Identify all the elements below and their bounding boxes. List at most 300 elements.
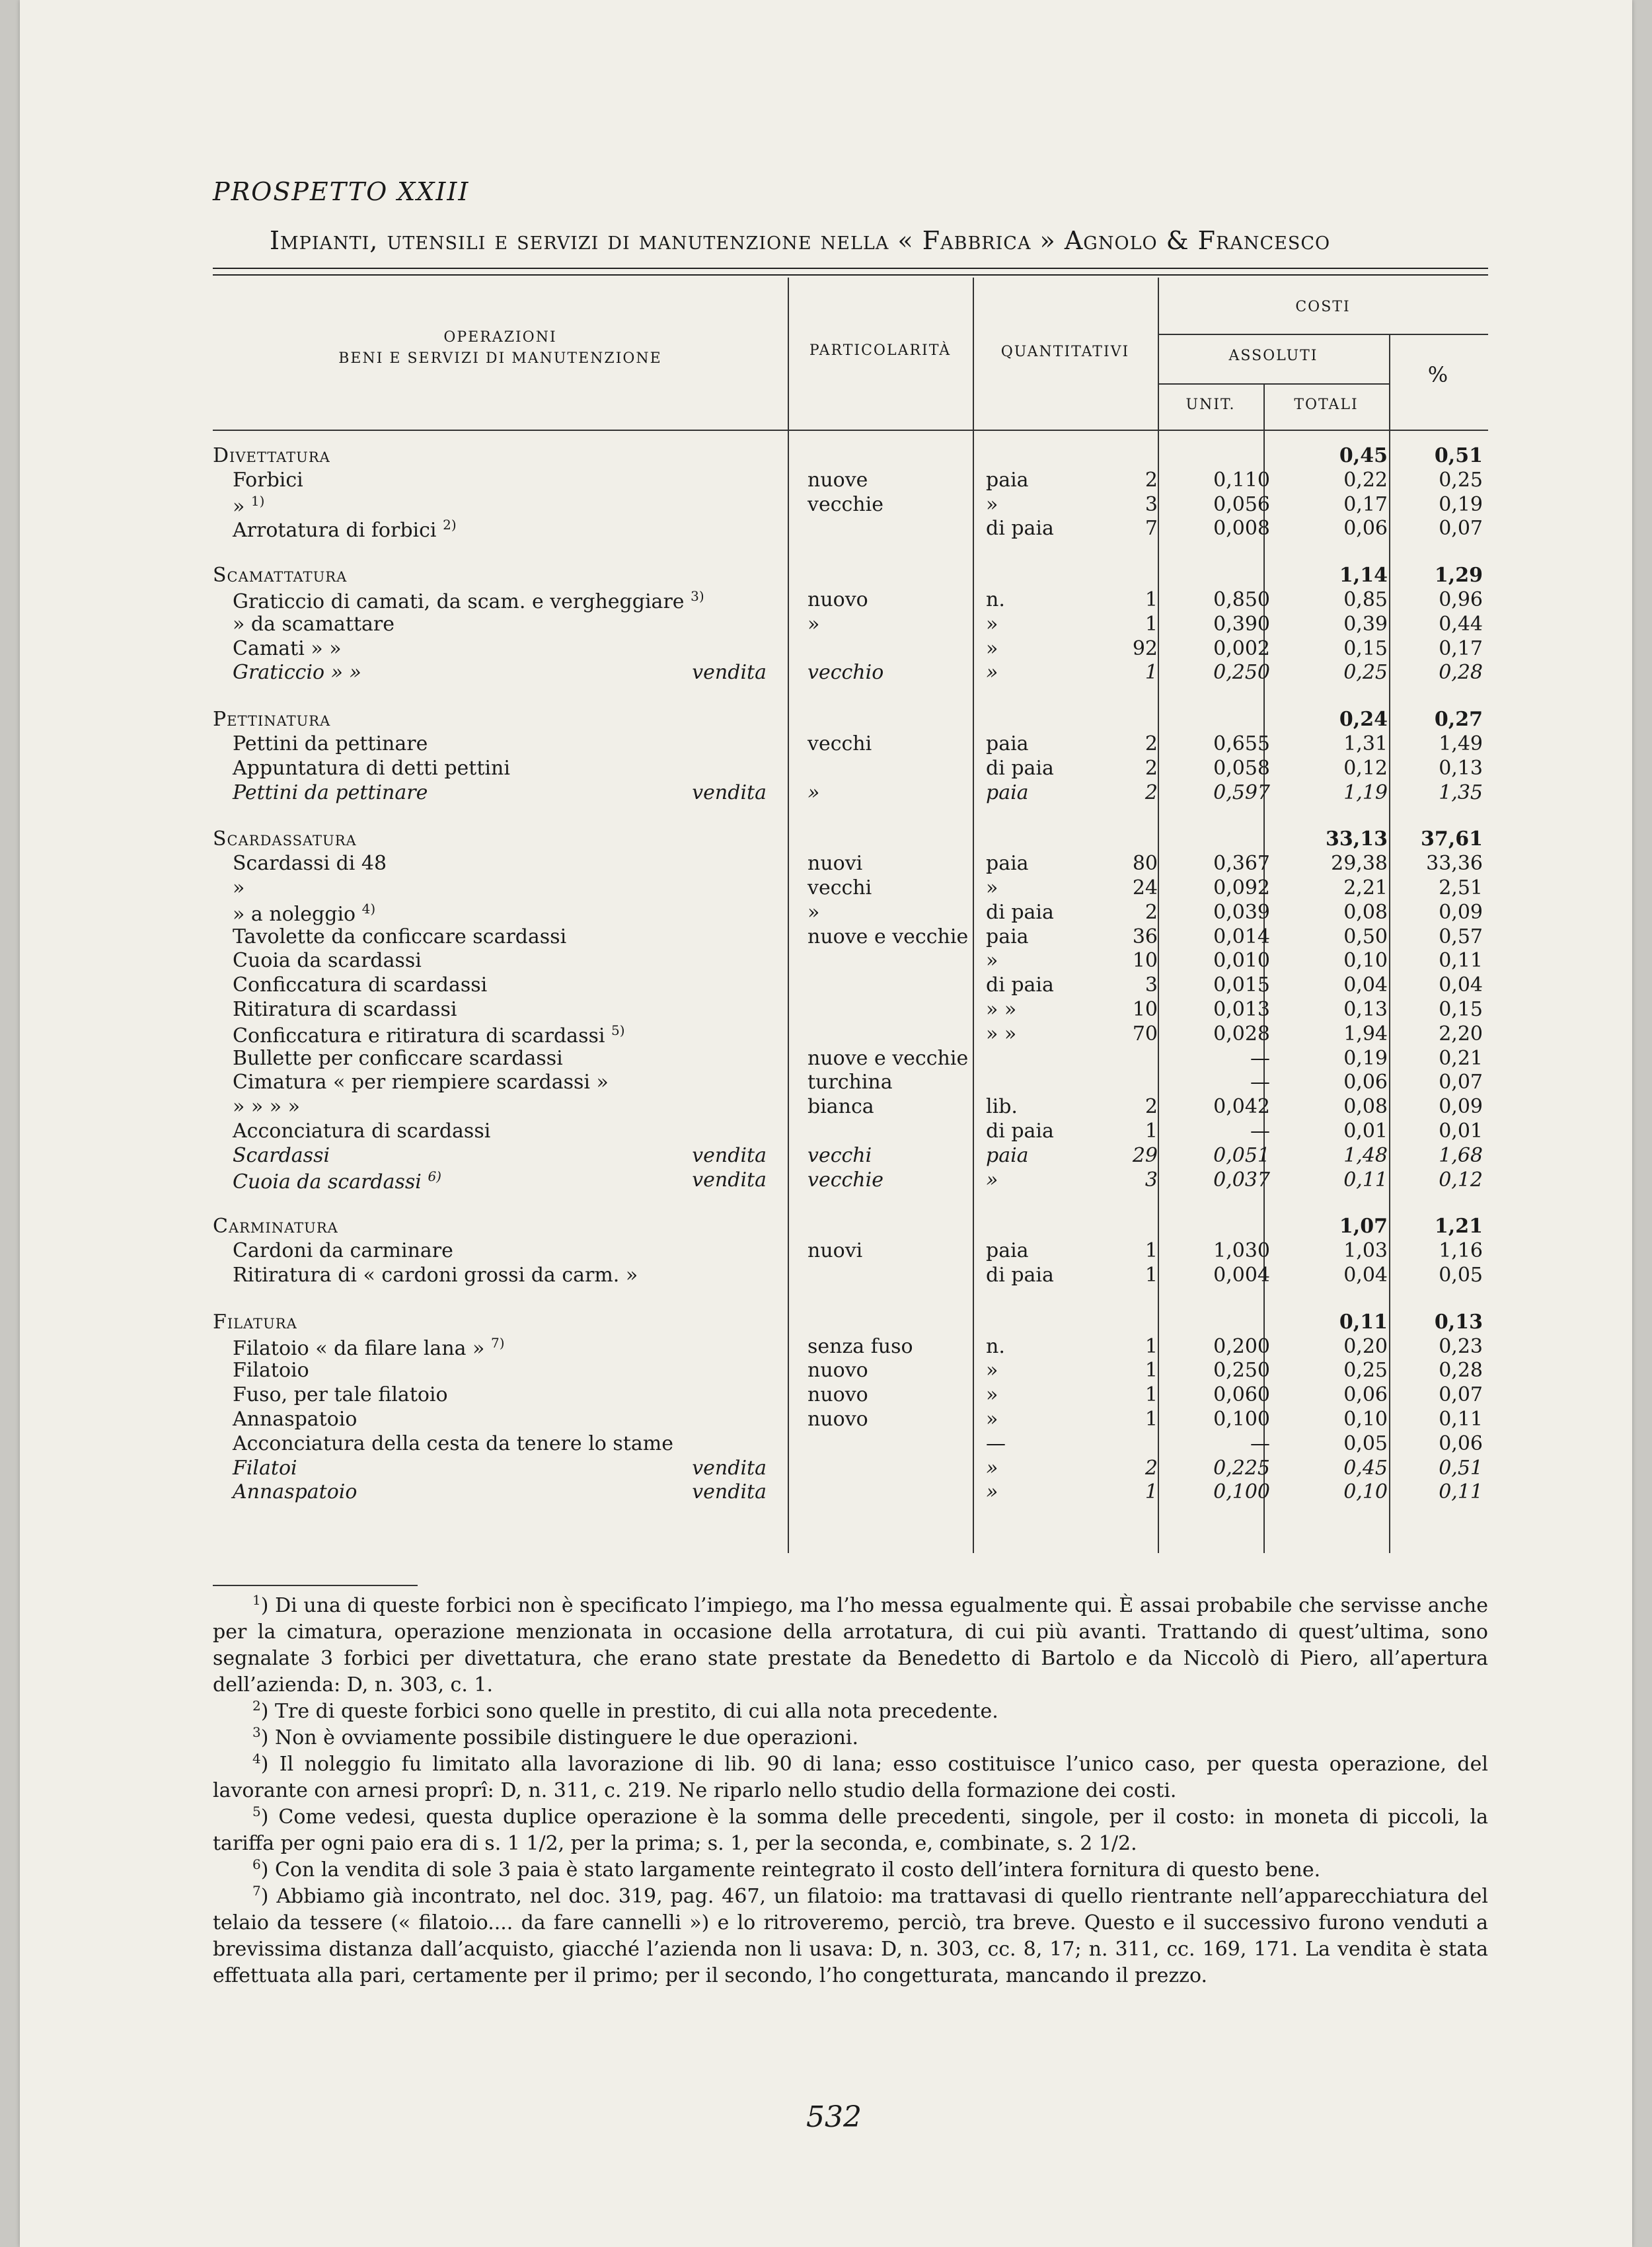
row-quantita (1098, 1120, 1158, 1143)
row-unita-quantita-text: » (986, 1408, 998, 1431)
header-particolarita: PARTICOLARITÀ (809, 342, 952, 359)
row-label (233, 1383, 448, 1406)
row-particolarita-text: turchina (807, 1071, 893, 1094)
row-unita-quantita (986, 1408, 998, 1431)
row-costo-unitario (1164, 1264, 1270, 1287)
row-percentuale-text: 0,05 (1439, 1264, 1483, 1287)
row-unita-quantita (986, 1480, 998, 1504)
row-label-text: Cuoia da scardassi (233, 949, 422, 973)
row-label-text: Acconciatura di scardassi (233, 1120, 491, 1143)
row-percentuale (1396, 1359, 1483, 1382)
row-percentuale-text: 0,11 (1439, 1408, 1483, 1431)
row-unita-quantita-text: » (986, 949, 998, 973)
row-quantita-text: 80 (1132, 852, 1158, 876)
footnote-1: $^1$) Di una di queste forbici non è specificato l’impiego, ma l’ho messa egualmente qui. È assai probabile che servisse anche per la cimatura, operazione menzionata in occasione della arrotatura, di cui più avanti. Trattando di quest’ultima, sono segnalate 3 forbici per divettatura, che erano state prestate da Benedetto di Bartolo e da Niccolò di Piero, all’apertura dell’azienda: D, n. 303, c. 1. (213, 1592, 1488, 1696)
row-unita-quantita-text: — (986, 1431, 1006, 1455)
row-unita-quantita-text: paia (986, 1143, 1029, 1167)
row-costo-totale (1277, 1215, 1388, 1238)
row-costo-totale (1277, 1335, 1388, 1358)
row-label-text: » (233, 876, 245, 899)
row-percentuale (1396, 876, 1483, 899)
row-percentuale-text: 0,51 (1439, 1456, 1483, 1480)
table-row (213, 1335, 1488, 1359)
row-particolarita (807, 588, 868, 611)
row-unita-quantita-text: paia (986, 852, 1029, 876)
row-costo-unitario-text: — (1250, 1431, 1270, 1455)
row-costo-unitario (1164, 1432, 1270, 1455)
row-quantita (1098, 1457, 1158, 1480)
row-percentuale (1396, 564, 1483, 587)
row-costo-totale (1277, 1022, 1388, 1046)
row-quantita (1098, 852, 1158, 875)
row-percentuale-text: 0,57 (1439, 925, 1483, 948)
row-quantita (1098, 901, 1158, 924)
row-vendita-text: vendita (692, 661, 767, 685)
table-row (213, 757, 1488, 781)
row-unita-quantita (986, 1335, 1005, 1358)
row-costo-unitario (1164, 1408, 1270, 1431)
row-percentuale-text: 0,07 (1439, 1383, 1483, 1407)
row-costo-totale-text: 0,06 (1343, 517, 1388, 541)
row-costo-totale-text: 1,19 (1343, 781, 1388, 804)
row-particolarita (807, 901, 819, 924)
footnote-ref: 3 (691, 588, 699, 604)
row-quantita (1098, 637, 1158, 660)
row-percentuale (1396, 1264, 1483, 1287)
row-quantita-text: 1 (1145, 1383, 1158, 1407)
row-unita-quantita-text: paia (986, 1239, 1029, 1263)
row-costo-unitario (1164, 1168, 1270, 1192)
row-particolarita (807, 1144, 872, 1167)
row-costo-unitario-text: 0,100 (1213, 1408, 1270, 1431)
row-label-text: Scardassi di 48 (233, 852, 387, 876)
row-costo-totale-text: 1,03 (1343, 1239, 1388, 1263)
row-percentuale (1396, 1215, 1483, 1238)
footnote-2: $^2$) Tre di queste forbici sono quelle in prestito, di cui alla nota precedente. (252, 1698, 998, 1723)
row-percentuale-text: 1,68 (1439, 1143, 1483, 1167)
row-particolarita-text: nuove e vecchie (807, 925, 969, 948)
row-label-text: Appuntatura di detti pettini (233, 756, 510, 780)
row-label (233, 588, 704, 613)
row-costo-totale-text: 0,01 (1343, 1120, 1388, 1143)
row-unita-quantita (986, 1022, 1016, 1046)
row-unita-quantita (986, 613, 998, 636)
row-label-text: Tavolette da conficcare scardassi (233, 925, 567, 948)
row-unita-quantita (986, 998, 1016, 1021)
row-costo-totale (1277, 1144, 1388, 1167)
row-costo-totale-text: 0,05 (1343, 1431, 1388, 1455)
row-vendita-text: vendita (692, 1143, 767, 1167)
row-unita-quantita (986, 1144, 1029, 1167)
row-unita-quantita (986, 949, 998, 972)
row-unita-quantita (986, 1168, 998, 1192)
row-particolarita-text: senza fuso (807, 1334, 913, 1358)
row-costo-unitario-text: 0,092 (1213, 876, 1270, 899)
row-costo-totale-text: 0,06 (1343, 1383, 1388, 1407)
row-vendita (689, 1480, 767, 1504)
row-quantita (1098, 517, 1158, 540)
row-unita-quantita (986, 1457, 998, 1480)
row-quantita (1098, 876, 1158, 899)
row-quantita (1098, 1408, 1158, 1431)
table-row (213, 1071, 1488, 1094)
table-row (213, 1383, 1488, 1407)
row-vendita-text: vendita (692, 1480, 767, 1504)
row-label (233, 1457, 297, 1480)
row-percentuale (1396, 1144, 1483, 1167)
row-quantita (1098, 661, 1158, 684)
row-label (233, 852, 387, 875)
title-rule-bottom (213, 274, 1488, 276)
footnote-number: 5 (252, 1804, 261, 1819)
row-label (233, 1335, 505, 1360)
row-label (213, 708, 330, 731)
row-percentuale (1396, 444, 1483, 467)
row-costo-unitario (1164, 1383, 1270, 1406)
row-percentuale-text: 1,49 (1439, 732, 1483, 755)
row-costo-totale-text: 0,39 (1343, 612, 1388, 636)
row-costo-unitario (1164, 613, 1270, 636)
row-unita-quantita-text: paia (986, 925, 1029, 948)
row-costo-totale-text: 0,15 (1343, 636, 1388, 660)
table-row (213, 1239, 1488, 1263)
row-percentuale (1396, 1168, 1483, 1192)
row-label (233, 998, 457, 1021)
row-costo-unitario (1164, 1095, 1270, 1118)
row-percentuale-text: 0,12 (1439, 1168, 1483, 1192)
footnote-ref: 7 (490, 1334, 500, 1351)
row-particolarita-text: » (807, 781, 820, 804)
footnote-text: Come vedesi, questa duplice operazione è la somma delle precedenti, singole, per il costo: in moneta di piccoli, la tariffa per ogni paio era di s. 1 1/2, per la prima; s. 1, per la seconda, e, combinate, s. 2 1/2. (213, 1806, 1489, 1855)
row-quantita-text: 2 (1145, 900, 1158, 924)
header-bottom-rule (213, 430, 1488, 431)
footnote-number: 2 (252, 1698, 261, 1714)
row-percentuale (1396, 973, 1483, 997)
row-particolarita (807, 469, 868, 492)
row-unita-quantita (986, 973, 1054, 997)
row-label-text: Ritiratura di « cardoni grossi da carm. » (233, 1264, 638, 1287)
header-quantitativi: QUANTITATIVI (1000, 344, 1130, 360)
row-costo-unitario (1164, 732, 1270, 755)
row-costo-totale-text: 0,25 (1343, 661, 1388, 685)
row-costo-unitario (1164, 1335, 1270, 1358)
row-percentuale-text: 0,28 (1439, 661, 1483, 685)
footnote-ref-paren: ) (370, 900, 376, 917)
row-costo-totale-text: 0,45 (1339, 444, 1388, 467)
row-costo-unitario (1164, 1480, 1270, 1504)
row-percentuale-text: 33,36 (1426, 852, 1483, 876)
row-costo-totale (1277, 1095, 1388, 1118)
row-unita-quantita-text: » (986, 1168, 998, 1192)
row-label (213, 444, 330, 467)
table-row (213, 1480, 1488, 1504)
table-row (213, 1432, 1488, 1456)
table-row (213, 517, 1488, 541)
row-quantita-text: 3 (1145, 492, 1158, 516)
row-particolarita (807, 852, 862, 875)
row-label (233, 661, 361, 684)
table-row (213, 732, 1488, 756)
row-label (233, 1120, 490, 1143)
row-label (213, 827, 357, 851)
row-label-text: Carminatura (213, 1215, 338, 1238)
row-costo-totale-text: 0,04 (1343, 1264, 1388, 1287)
row-costo-unitario-text: 0,390 (1213, 612, 1270, 636)
row-label-text: Conficcatura e ritiratura di scardassi (233, 1024, 605, 1047)
row-unita-quantita (986, 637, 998, 660)
row-quantita (1098, 1335, 1158, 1358)
row-costo-unitario (1164, 1022, 1270, 1046)
row-label-text: Annaspatoio (233, 1480, 357, 1504)
footnote-7: $^7$) Abbiamo già incontrato, nel doc. 319, pag. 467, un filatoio: ma trattavasi di quello rientrante nell’apparecchiatura del telaio da tessere (« filatoio.... da fare cannelli ») e lo ritroveremo, perciò, tra breve. Questo e il successivo furono venduti a brevissima distanza dall’acquisto, giacché l’azienda non li usava: D, n. 303, cc. 8, 17; n. 311, cc. 169, 171. La vendita è stata effettuata alla pari, certamente per il primo; per il secondo, l’ho congetturata, mancando il prezzo. (213, 1883, 1488, 1987)
row-particolarita-text: nuovi (807, 1239, 863, 1263)
row-percentuale (1396, 588, 1483, 611)
row-quantita-text: 2 (1145, 1456, 1158, 1480)
row-unita-quantita (986, 925, 1029, 948)
row-percentuale (1396, 827, 1483, 851)
footnote-rule (213, 1585, 418, 1586)
header-costi: COSTI (1295, 299, 1351, 315)
row-costo-unitario-text: 0,010 (1213, 949, 1270, 973)
row-label-text: Graticcio di camati, da scam. e vergheggiare (233, 590, 685, 613)
row-costo-unitario-text: 0,037 (1213, 1168, 1270, 1192)
row-label-text: Pettini da pettinare (233, 732, 428, 755)
row-label (233, 1359, 309, 1382)
row-costo-totale (1277, 876, 1388, 899)
row-costo-totale (1277, 949, 1388, 972)
row-costo-totale (1277, 901, 1388, 924)
row-costo-unitario (1164, 1239, 1270, 1262)
page-number: 532 (806, 2100, 862, 2134)
row-percentuale-text: 0,13 (1439, 756, 1483, 780)
row-particolarita (807, 925, 968, 948)
row-vendita-text: vendita (692, 781, 767, 804)
row-percentuale (1396, 469, 1483, 492)
row-percentuale (1396, 1047, 1483, 1070)
row-label (233, 925, 566, 948)
row-percentuale (1396, 1408, 1483, 1431)
row-unita-quantita (986, 1383, 998, 1406)
row-costo-totale (1277, 613, 1388, 636)
table-row (213, 876, 1488, 900)
row-particolarita-text: vecchi (807, 732, 872, 755)
row-costo-unitario (1164, 757, 1270, 780)
row-costo-totale-text: 1,31 (1343, 732, 1388, 755)
row-label (213, 1311, 297, 1334)
row-particolarita (807, 1047, 968, 1070)
row-percentuale (1396, 732, 1483, 755)
row-costo-totale (1277, 732, 1388, 755)
row-costo-unitario (1164, 637, 1270, 660)
row-unita-quantita-text: » (986, 661, 998, 685)
row-quantita-text: 1 (1145, 1120, 1158, 1143)
row-unita-quantita-text: paia (986, 781, 1029, 804)
row-unita-quantita (986, 876, 998, 899)
costi-rule (1158, 334, 1488, 335)
row-percentuale (1396, 1383, 1483, 1406)
row-costo-totale-text: 0,12 (1343, 756, 1388, 780)
row-unita-quantita-text: di paia (986, 517, 1054, 541)
row-percentuale-text: 0,07 (1439, 517, 1483, 541)
header-percent: % (1427, 362, 1450, 387)
row-quantita-text: 1 (1145, 612, 1158, 636)
prospetto-label: PROSPETTO XXIII (213, 177, 470, 206)
row-percentuale-text: 2,51 (1439, 876, 1483, 899)
row-particolarita (807, 1239, 862, 1262)
footnote-4: $^4$) Il noleggio fu limitato alla lavorazione di lib. 90 di lana; esso costituisce l’unico caso, per questa operazione, del lavorante con arnesi proprî: D, n. 311, c. 219. Ne riparlo nello studio della formazione dei costi. (213, 1751, 1488, 1802)
row-quantita-text: 7 (1145, 517, 1158, 541)
row-label-text: Cuoia da scardassi (233, 1170, 422, 1194)
row-unita-quantita (986, 852, 1029, 875)
table-row (213, 493, 1488, 517)
row-percentuale-text: 0,13 (1434, 1310, 1483, 1334)
row-label-text: Cimatura « per riempiere scardassi » (233, 1071, 609, 1094)
row-costo-unitario-text: 0,028 (1213, 1022, 1270, 1046)
row-label-text: Forbici (233, 468, 303, 492)
table-row (213, 925, 1488, 949)
row-costo-unitario-text: 0,056 (1213, 492, 1270, 516)
row-quantita (1098, 925, 1158, 948)
row-costo-unitario-text: 0,039 (1213, 900, 1270, 924)
row-costo-unitario-text: 0,367 (1213, 852, 1270, 876)
row-costo-unitario-text: 0,110 (1213, 468, 1270, 492)
row-unita-quantita (986, 517, 1054, 540)
row-particolarita-text: nuovo (807, 1359, 868, 1383)
row-costo-totale (1277, 637, 1388, 660)
row-costo-totale (1277, 1480, 1388, 1504)
row-quantita-text: 2 (1145, 781, 1158, 804)
row-label (233, 949, 422, 972)
row-unita-quantita (986, 1095, 1018, 1118)
row-costo-unitario-text: 0,014 (1213, 925, 1270, 948)
row-costo-totale-text: 0,10 (1343, 1408, 1388, 1431)
row-quantita (1098, 1359, 1158, 1382)
row-particolarita (807, 732, 872, 755)
row-quantita-text: 1 (1145, 1480, 1158, 1504)
row-quantita (1098, 1095, 1158, 1118)
row-quantita-text: 1 (1145, 661, 1158, 685)
section-row (213, 827, 1488, 851)
footnote-ref: 4 (361, 900, 371, 917)
row-costo-totale (1277, 1408, 1388, 1431)
row-label (233, 613, 394, 636)
row-costo-unitario-text: — (1250, 1046, 1270, 1070)
row-quantita-text: 10 (1132, 949, 1158, 973)
row-particolarita (807, 1359, 868, 1382)
row-percentuale (1396, 1071, 1483, 1094)
row-particolarita (807, 661, 883, 684)
header-totali: TOTALI (1294, 397, 1359, 413)
row-unita-quantita-text: » (986, 876, 998, 899)
row-label (213, 564, 347, 587)
row-unita-quantita (986, 1264, 1054, 1287)
row-costo-unitario-text: 0,250 (1213, 661, 1270, 685)
table-row (213, 1408, 1488, 1431)
row-costo-unitario (1164, 1071, 1270, 1094)
row-percentuale-text: 0,25 (1439, 468, 1483, 492)
row-percentuale-text: 0,11 (1439, 1480, 1483, 1504)
row-costo-totale (1277, 588, 1388, 611)
row-label-text: Pettinatura (213, 708, 331, 732)
row-quantita-text: 1 (1145, 1408, 1158, 1431)
row-percentuale-text: 0,15 (1439, 998, 1483, 1021)
row-particolarita-text: nuove e vecchie (807, 1046, 969, 1070)
row-label (233, 1264, 638, 1287)
table-row (213, 1047, 1488, 1071)
row-quantita (1098, 1144, 1158, 1167)
row-unita-quantita-text: » (986, 1383, 998, 1407)
row-particolarita-text: » (807, 612, 820, 636)
row-unita-quantita-text: » » (986, 998, 1017, 1021)
row-label-text: » » » » (233, 1095, 301, 1119)
row-unita-quantita (986, 1239, 1029, 1262)
row-particolarita-text: nuove (807, 468, 868, 492)
row-costo-unitario-text: 0,655 (1213, 732, 1270, 755)
row-percentuale-text: 0,11 (1439, 949, 1483, 973)
row-percentuale-text: 0,09 (1439, 1095, 1483, 1119)
row-quantita-text: 1 (1145, 1334, 1158, 1358)
row-label-text: Bullette per conficcare scardassi (233, 1046, 563, 1070)
row-unita-quantita-text: n. (986, 588, 1005, 611)
row-percentuale (1396, 708, 1483, 731)
row-quantita (1098, 493, 1158, 516)
row-particolarita-text: nuovi (807, 852, 863, 876)
row-costo-totale-text: 33,13 (1326, 827, 1388, 851)
row-unita-quantita-text: » (986, 492, 998, 516)
row-costo-totale-text: 0,04 (1343, 973, 1388, 997)
row-percentuale (1396, 661, 1483, 684)
row-particolarita (807, 493, 883, 516)
row-percentuale (1396, 1239, 1483, 1262)
row-label (233, 1239, 453, 1262)
row-quantita (1098, 469, 1158, 492)
row-label (213, 1215, 338, 1238)
footnote-number: 1 (252, 1592, 261, 1608)
row-percentuale-text: 1,21 (1434, 1215, 1483, 1238)
row-costo-totale-text: 2,21 (1343, 876, 1388, 899)
footnote-3: $^3$) Non è ovviamente possibile distinguere le due operazioni. (252, 1724, 859, 1749)
row-costo-totale (1277, 827, 1388, 851)
row-percentuale (1396, 1120, 1483, 1143)
row-percentuale (1396, 1311, 1483, 1334)
row-unita-quantita (986, 781, 1029, 804)
row-label (233, 973, 487, 997)
row-vendita-text: vendita (692, 1168, 767, 1192)
row-label-text: Scardassatura (213, 827, 357, 851)
row-particolarita (807, 1071, 893, 1094)
row-percentuale (1396, 1095, 1483, 1118)
row-vendita (689, 1168, 767, 1192)
row-label-text: Conficcatura di scardassi (233, 973, 488, 997)
row-percentuale (1396, 1480, 1483, 1504)
row-percentuale (1396, 1457, 1483, 1480)
row-quantita-text: 2 (1145, 1095, 1158, 1119)
row-unita-quantita-text: di paia (986, 756, 1054, 780)
row-particolarita-text: vecchie (807, 492, 883, 516)
row-costo-totale (1277, 973, 1388, 997)
row-quantita (1098, 732, 1158, 755)
row-costo-unitario (1164, 925, 1270, 948)
row-label-text: Filatoio « da filare lana » (233, 1336, 485, 1360)
row-percentuale-text: 0,51 (1434, 444, 1483, 467)
row-costo-totale-text: 0,11 (1343, 1168, 1388, 1192)
row-costo-unitario-text: 0,058 (1213, 756, 1270, 780)
row-costo-unitario-text: 0,004 (1213, 1264, 1270, 1287)
row-percentuale-text: 0,21 (1439, 1046, 1483, 1070)
row-quantita-text: 2 (1145, 468, 1158, 492)
row-percentuale (1396, 781, 1483, 804)
row-unita-quantita-text: » (986, 636, 998, 660)
